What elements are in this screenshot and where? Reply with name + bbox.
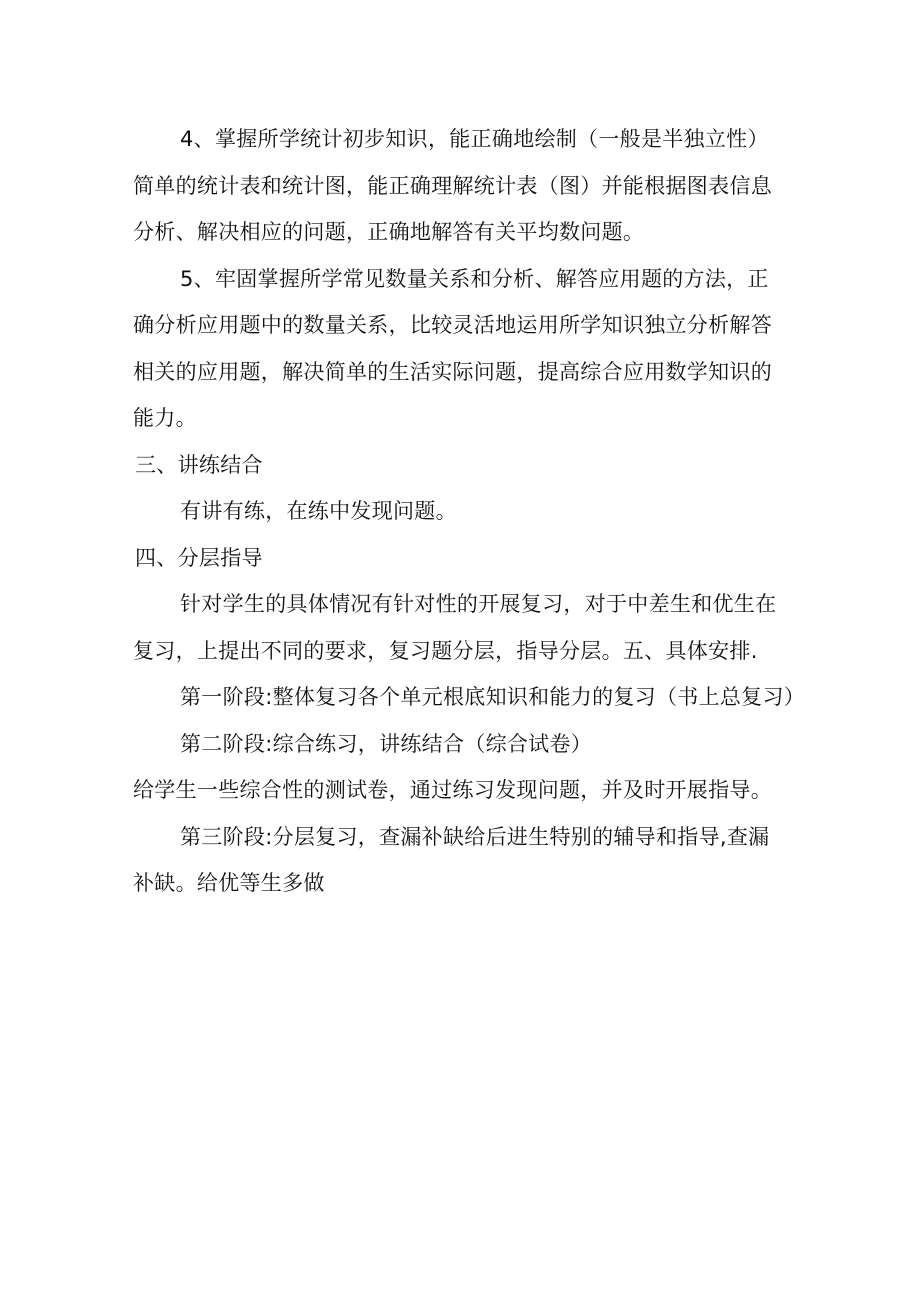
stage-2-line: 第二阶段:综合练习，讲练结合（综合试卷） — [180, 731, 593, 756]
section-4-line-1: 针对学生的具体情况有针对性的开展复习，对于中差生和优生在 — [180, 592, 777, 616]
item-5-line-2: 确分析应用题中的数量关系，比较灵活地运用所学知识独立分析解答 — [133, 313, 772, 337]
item-5-line-4: 能力。 — [133, 406, 197, 430]
section-4-line-2: 复习，上提出不同的要求，复习题分层，指导分层。五、具体安排. — [133, 638, 758, 663]
stage-2-detail-line: 给学生一些综合性的测试卷，通过练习发现问题，并及时开展指导。 — [133, 778, 772, 802]
section-3-heading: 三、讲练结合 — [135, 452, 263, 477]
item-4-line-2: 简单的统计表和统计图，能正确理解统计表（图）并能根据图表信息 — [133, 173, 772, 198]
section-4-heading: 四、分层指导 — [135, 545, 263, 570]
item-4-line-1: 4、掌握所学统计初步知识，能正确地绘制（一般是半独立性） — [180, 127, 769, 151]
document-body — [133, 116, 806, 907]
section-3-body: 有讲有练，在练中发现问题。 — [180, 499, 457, 523]
stage-3-line-1: 第三阶段:分层复习，查漏补缺给后进生特别的辅导和指导,查漏 — [180, 824, 770, 849]
stage-1-line: 第一阶段:整体复习各个单元根底知识和能力的复习（书上总复习） — [180, 685, 806, 709]
item-5-line-3: 相关的应用题，解决简单的生活实际问题，提高综合应用数学知识的 — [133, 359, 772, 384]
item-4-line-3: 分析、解决相应的问题，正确地解答有关平均数问题。 — [133, 220, 645, 244]
stage-3-line-2: 补缺。给优等生多做 — [133, 871, 325, 895]
item-5-line-1: 5、牢固掌握所学常见数量关系和分析、解答应用题的方法，正 — [180, 266, 769, 291]
